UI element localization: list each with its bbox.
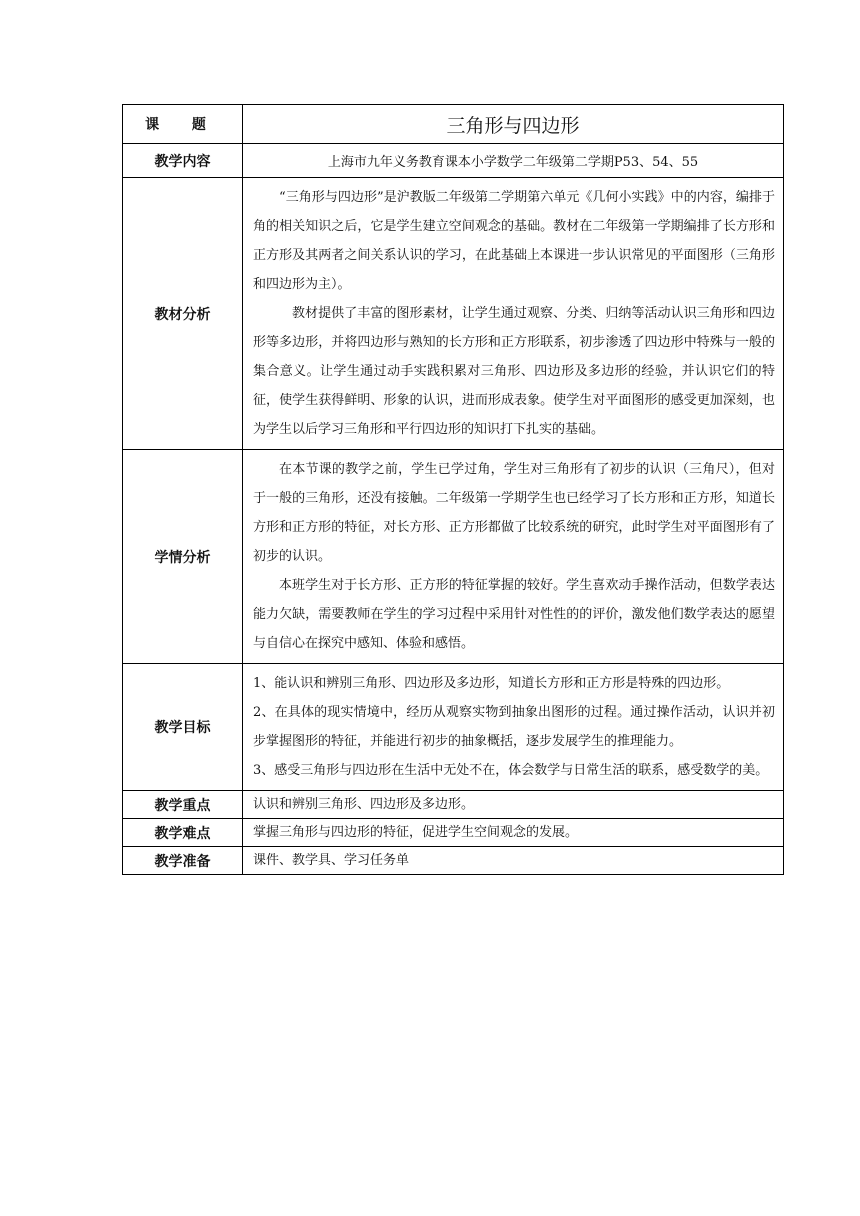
difficulties-label: 教学难点 <box>123 819 243 847</box>
lesson-plan-table <box>122 104 784 875</box>
textbook-analysis-text <box>243 178 784 450</box>
objective-item: 3、感受三角形与四边形在生活中无处不在，体会数学与日常生活的联系，感受数学的美。 <box>253 763 769 778</box>
preparation-label: 教学准备 <box>123 847 243 875</box>
objectives-row <box>123 664 784 791</box>
student-analysis-paragraph: 在本节课的教学之前，学生已学过角，学生对三角形有了初步的认识（三角尺），但对于一般的三角形，还没有接触。二年级第一学期学生也已经学习了长方形和正方形，知道长方形和正方形的特征，对长方形、正方形都做了比较系统的研究，此时学生对平面图形有了初步的认识。 <box>253 462 775 564</box>
content-text: 上海市九年义务教育课本小学数学二年级第二学期P53、54、55 <box>243 144 784 178</box>
objectives-label: 教学目标 <box>123 664 243 791</box>
topic-label: 课 题 <box>123 105 243 144</box>
objectives-text <box>243 664 784 791</box>
content-label: 教学内容 <box>123 144 243 178</box>
student-analysis-text <box>243 450 784 664</box>
key-points-row <box>123 791 784 819</box>
content-row <box>123 144 784 178</box>
student-analysis-row <box>123 450 784 664</box>
textbook-analysis-paragraph: 教材提供了丰富的图形素材，让学生通过观察、分类、归纳等活动认识三角形和四边形等多边形，并将四边形与熟知的长方形和正方形联系，初步渗透了四边形中特殊与一般的集合意义。让学生通过动手实践积累对三角形、四边形及多边形的经验，并认识它们的特征，使学生获得鲜明、形象的认识，进而形成表象。使学生对平面图形的感受更加深刻，也为学生以后学习三角形和平行四边形的知识打下扎实的基础。 <box>253 306 775 437</box>
preparation-text: 课件、教学具、学习任务单 <box>243 847 784 875</box>
preparation-row <box>123 847 784 875</box>
difficulties-row <box>123 819 784 847</box>
lesson-title: 三角形与四边形 <box>243 105 784 144</box>
key-points-text: 认识和辨别三角形、四边形及多边形。 <box>243 791 784 819</box>
textbook-analysis-paragraph: “三角形与四边形”是沪教版二年级第二学期第六单元《几何小实践》中的内容，编排于角的相关知识之后，它是学生建立空间观念的基础。教材在二年级第一学期编排了长方形和正方形及其两者之间关系认识的学习，在此基础上本课进一步认识常见的平面图形（三角形和四边形为主）。 <box>253 190 775 292</box>
student-analysis-paragraph: 本班学生对于长方形、正方形的特征掌握的较好。学生喜欢动手操作活动，但数学表达能力欠缺，需要教师在学生的学习过程中采用针对性性的的评价，激发他们数学表达的愿望与自信心在探究中感知、体验和感悟。 <box>253 578 775 651</box>
student-analysis-label: 学情分析 <box>123 450 243 664</box>
key-points-label: 教学重点 <box>123 791 243 819</box>
objective-item: 1、能认识和辨别三角形、四边形及多边形，知道长方形和正方形是特殊的四边形。 <box>253 676 730 691</box>
objective-item: 2、在具体的现实情境中，经历从观察实物到抽象出图形的过程。通过操作活动，认识并初步掌握图形的特征，并能进行初步的抽象概括，逐步发展学生的推理能力。 <box>253 705 775 749</box>
textbook-analysis-label: 教材分析 <box>123 178 243 450</box>
difficulties-text: 掌握三角形与四边形的特征，促进学生空间观念的发展。 <box>243 819 784 847</box>
textbook-analysis-row <box>123 178 784 450</box>
title-row <box>123 105 784 144</box>
